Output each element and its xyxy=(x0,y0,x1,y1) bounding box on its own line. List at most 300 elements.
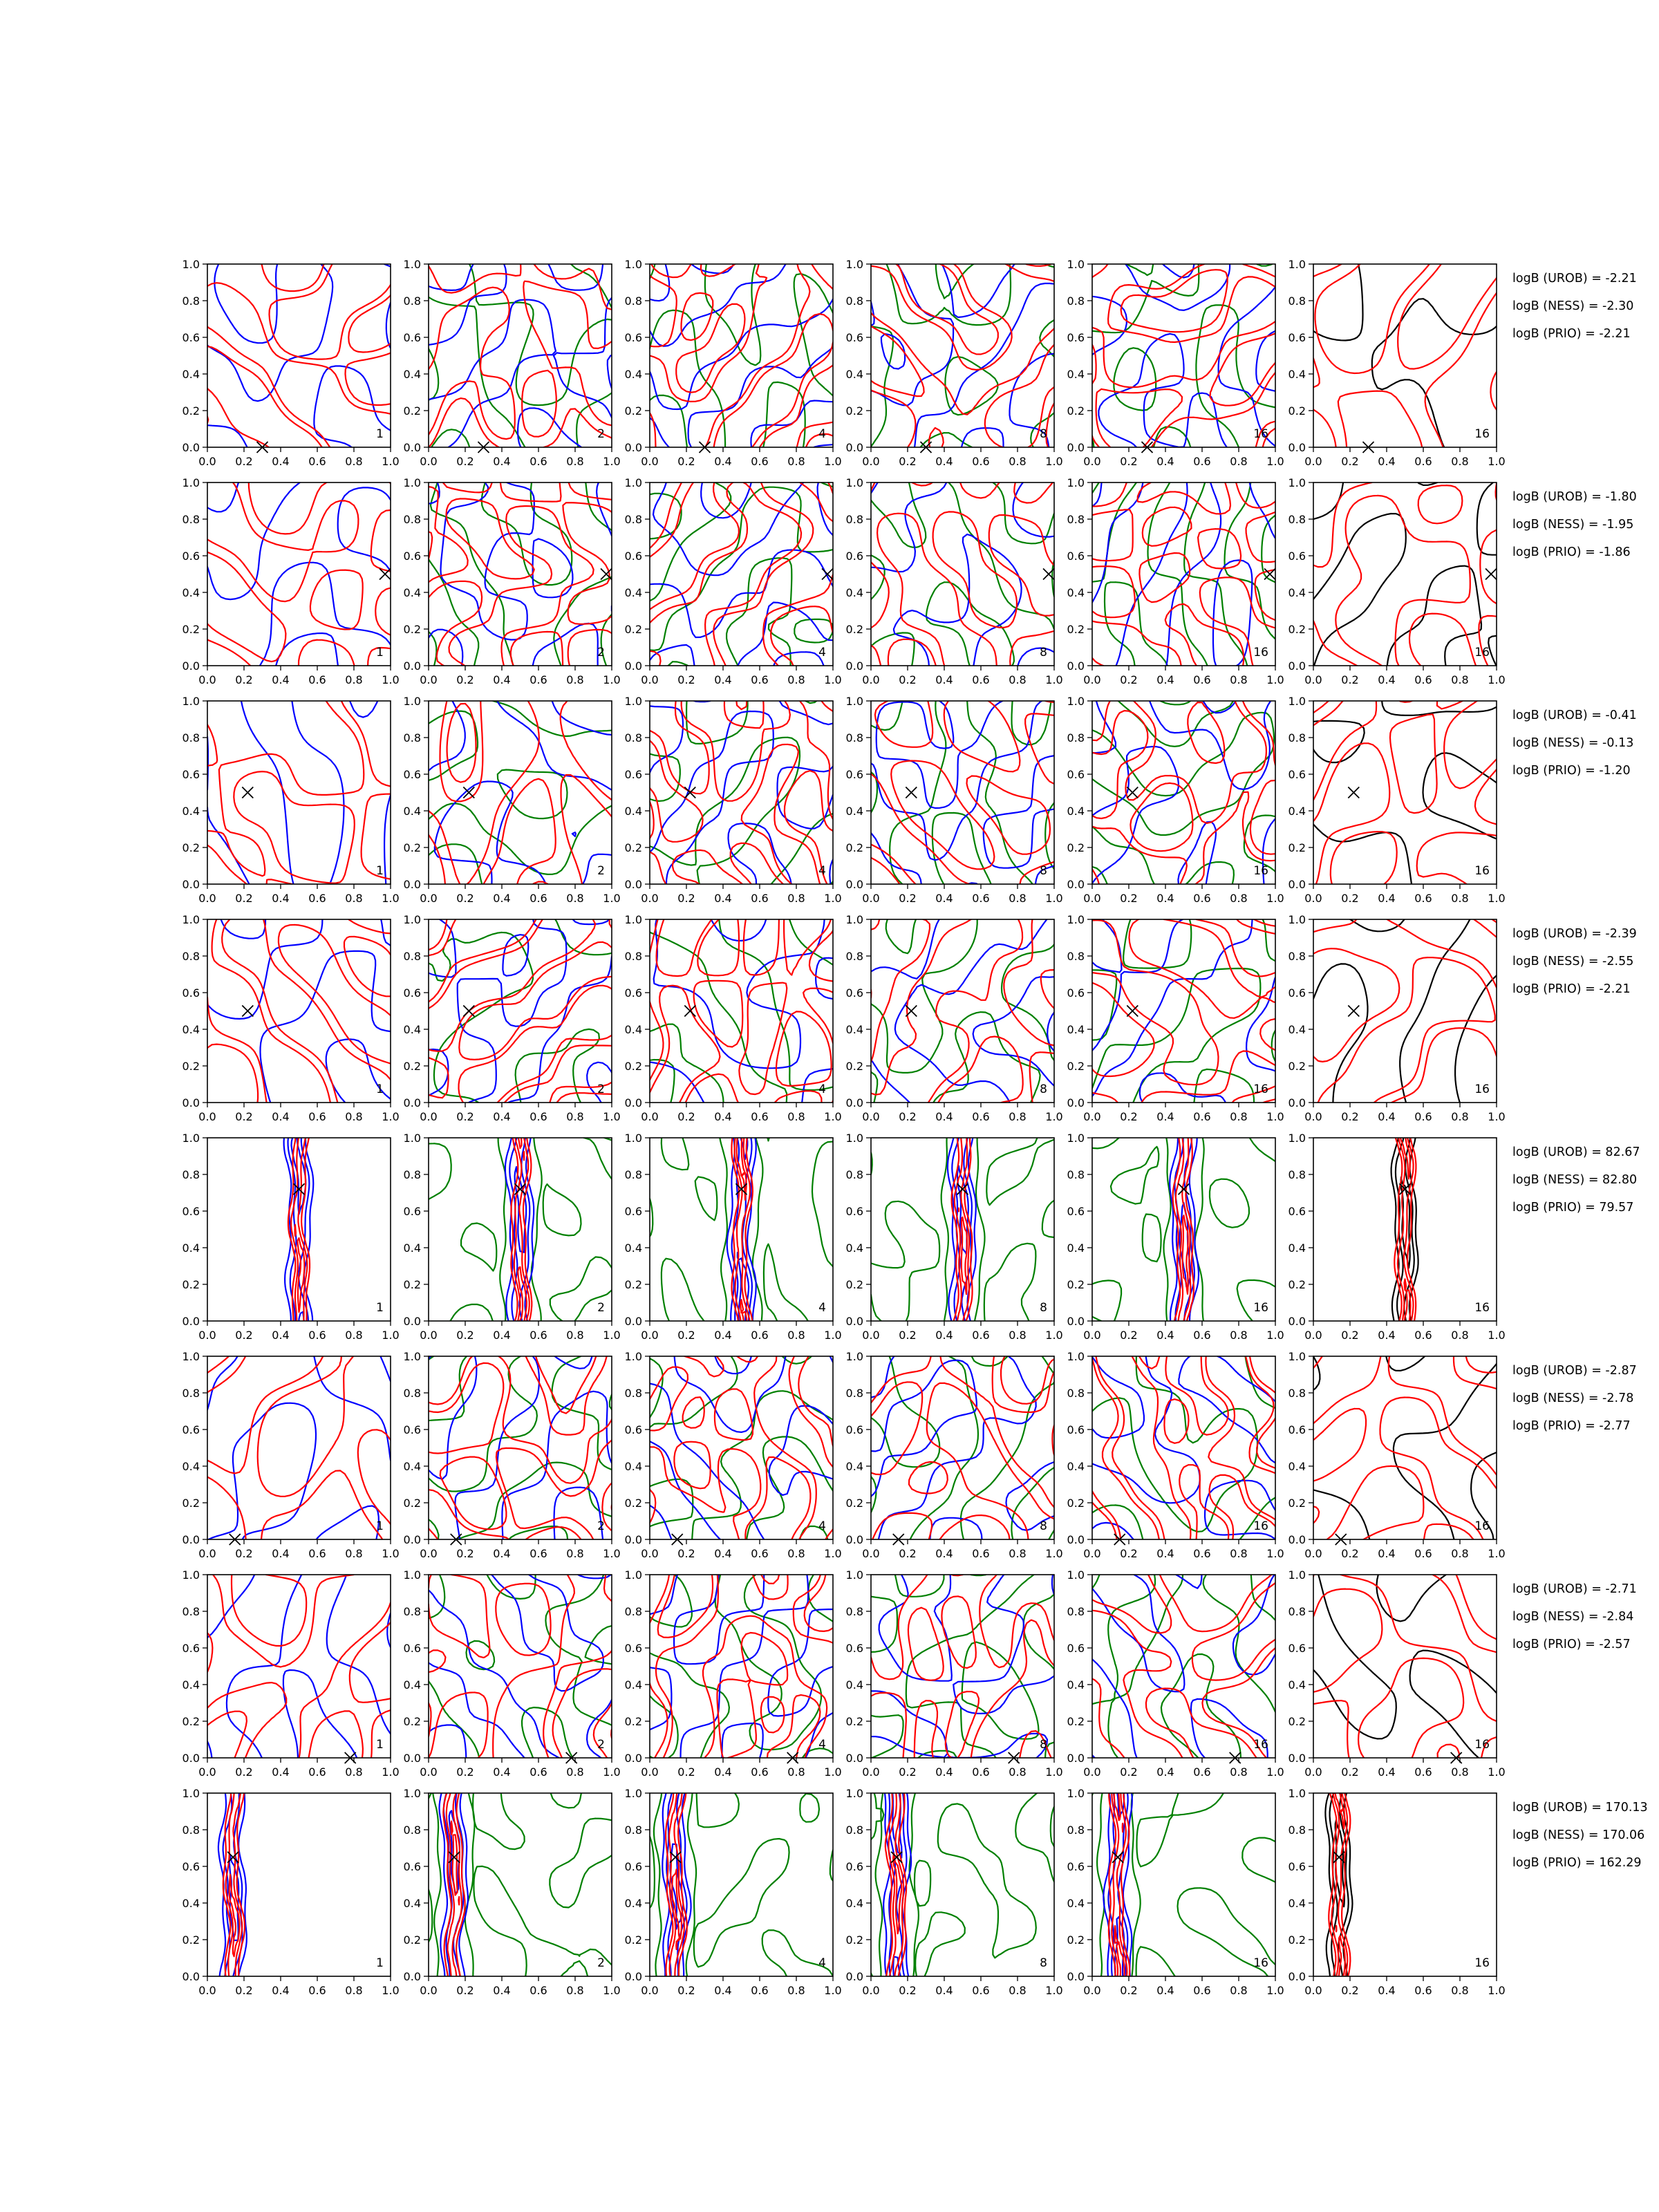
true-parameter-marker xyxy=(1348,1006,1359,1017)
panel-sample-label: 16 xyxy=(1474,427,1490,441)
x-tick-label: 1.0 xyxy=(1045,673,1063,686)
contour-lines xyxy=(207,1575,391,1758)
axes-frame xyxy=(1092,264,1275,447)
y-tick-label: 1.0 xyxy=(845,476,863,489)
y-tick-label: 0.8 xyxy=(845,294,863,308)
y-tick-label: 0.8 xyxy=(182,1168,200,1181)
x-tick-label: 0.0 xyxy=(862,1765,880,1779)
red-contour xyxy=(1313,919,1497,1103)
y-tick-label: 0.8 xyxy=(624,1168,642,1181)
contour-lines xyxy=(1313,264,1497,447)
x-tick-label: 0.2 xyxy=(1341,1765,1359,1779)
panel-sample-label: 16 xyxy=(1474,1738,1490,1752)
y-tick-label: 1.0 xyxy=(1067,476,1085,489)
y-tick-label: 0.6 xyxy=(182,768,200,781)
x-tick-label: 0.8 xyxy=(1230,1765,1248,1779)
blue-contour xyxy=(1092,1575,1275,1758)
x-tick-label: 0.2 xyxy=(235,1110,253,1123)
x-tick-label: 0.2 xyxy=(1120,1765,1138,1779)
x-tick-label: 1.0 xyxy=(1266,673,1284,686)
y-tick-label: 1.0 xyxy=(845,1568,863,1582)
x-tick-label: 0.0 xyxy=(641,1110,659,1123)
y-tick-label: 0.8 xyxy=(845,1824,863,1837)
x-tick-label: 0.0 xyxy=(862,892,880,905)
y-tick-label: 0.0 xyxy=(624,1970,642,1983)
y-tick-label: 1.0 xyxy=(1288,1568,1306,1582)
contour-lines xyxy=(1313,701,1497,884)
x-tick-label: 0.2 xyxy=(677,455,695,468)
contour-lines xyxy=(871,701,1054,884)
x-tick-label: 0.8 xyxy=(1230,673,1248,686)
y-tick-label: 0.6 xyxy=(1067,1423,1085,1436)
x-tick-label: 0.6 xyxy=(529,1110,547,1123)
x-tick-label: 0.8 xyxy=(345,1329,363,1342)
panel-sample-label: 2 xyxy=(597,427,605,441)
x-tick-label: 1.0 xyxy=(382,1984,400,1997)
y-tick-label: 0.6 xyxy=(403,1423,421,1436)
x-tick-label: 0.8 xyxy=(566,1329,584,1342)
x-tick-label: 0.8 xyxy=(345,455,363,468)
y-tick-label: 0.2 xyxy=(1067,1715,1085,1728)
x-tick-label: 0.0 xyxy=(641,1547,659,1560)
y-tick-label: 1.0 xyxy=(1067,1787,1085,1800)
y-tick-label: 0.8 xyxy=(1067,731,1085,744)
panel-sample-label: 16 xyxy=(1474,1082,1490,1096)
x-tick-label: 0.8 xyxy=(345,1110,363,1123)
y-tick-label: 1.0 xyxy=(182,476,200,489)
y-tick-label: 0.0 xyxy=(624,1533,642,1546)
y-tick-label: 0.8 xyxy=(182,950,200,963)
y-tick-label: 0.0 xyxy=(403,441,421,454)
true-parameter-marker xyxy=(463,1006,474,1017)
x-tick-label: 0.4 xyxy=(935,1110,953,1123)
x-tick-label: 0.4 xyxy=(272,892,290,905)
x-tick-label: 0.4 xyxy=(493,1110,511,1123)
x-tick-label: 0.4 xyxy=(714,1110,732,1123)
x-tick-label: 0.4 xyxy=(714,1547,732,1560)
y-tick-label: 0.6 xyxy=(403,986,421,1000)
y-tick-label: 0.4 xyxy=(182,1460,200,1473)
x-tick-label: 1.0 xyxy=(1045,1329,1063,1342)
contour-lines xyxy=(284,1138,314,1321)
panel-sample-label: 16 xyxy=(1474,1956,1490,1970)
x-tick-label: 0.2 xyxy=(235,1765,253,1779)
y-tick-label: 0.4 xyxy=(403,586,421,599)
x-tick-label: 1.0 xyxy=(1488,455,1506,468)
y-tick-label: 0.8 xyxy=(1067,1824,1085,1837)
x-tick-label: 0.0 xyxy=(198,1984,216,1997)
contour-lines xyxy=(871,1793,1054,1976)
y-tick-label: 0.4 xyxy=(845,1460,863,1473)
y-tick-label: 0.4 xyxy=(1067,586,1085,599)
y-tick-label: 0.4 xyxy=(624,1678,642,1691)
y-tick-label: 0.8 xyxy=(182,1387,200,1400)
x-tick-label: 0.2 xyxy=(1120,673,1138,686)
contour-lines xyxy=(871,1575,1054,1758)
x-tick-label: 0.4 xyxy=(714,673,732,686)
logb-text: logB (UROB) = 170.13 xyxy=(1512,1801,1648,1815)
y-tick-label: 0.8 xyxy=(403,513,421,526)
y-tick-label: 0.6 xyxy=(182,331,200,344)
panel-sample-label: 16 xyxy=(1253,864,1268,878)
y-tick-label: 0.6 xyxy=(182,550,200,563)
contour-lines xyxy=(650,482,833,666)
y-tick-label: 0.2 xyxy=(403,623,421,636)
x-tick-label: 0.2 xyxy=(456,1765,474,1779)
y-tick-label: 0.6 xyxy=(845,1205,863,1218)
panel-sample-label: 2 xyxy=(597,1301,605,1315)
panel-r6-c3 xyxy=(625,1350,842,1560)
logb-annotations-row-7 xyxy=(1512,1582,1637,1651)
y-tick-label: 0.4 xyxy=(1288,1023,1306,1036)
x-tick-label: 0.0 xyxy=(1083,1765,1101,1779)
logb-text: logB (NESS) = 170.06 xyxy=(1512,1828,1645,1842)
red-contour xyxy=(650,1356,833,1539)
x-tick-label: 1.0 xyxy=(382,673,400,686)
panel-r4-c6 xyxy=(1288,913,1506,1123)
y-tick-label: 0.6 xyxy=(403,331,421,344)
y-tick-label: 0.4 xyxy=(182,805,200,818)
green-contour xyxy=(650,1575,833,1758)
y-tick-label: 0.6 xyxy=(403,1860,421,1873)
blue-contour xyxy=(1092,264,1275,447)
red-contour xyxy=(1092,1575,1275,1758)
contour-lines xyxy=(429,1793,612,1976)
x-tick-label: 0.8 xyxy=(1009,1329,1027,1342)
axes-frame xyxy=(207,482,391,666)
y-tick-label: 0.6 xyxy=(845,768,863,781)
red-contour xyxy=(429,482,612,666)
y-tick-label: 0.6 xyxy=(624,1423,642,1436)
contour-lines xyxy=(650,1138,833,1321)
x-tick-label: 0.4 xyxy=(1378,1329,1396,1342)
y-tick-label: 0.6 xyxy=(182,1860,200,1873)
contour-lines xyxy=(1092,264,1275,447)
contour-lines xyxy=(207,482,391,666)
y-tick-label: 0.2 xyxy=(1288,1715,1306,1728)
y-tick-label: 1.0 xyxy=(1288,913,1306,926)
y-tick-label: 0.6 xyxy=(182,1423,200,1436)
y-tick-label: 0.4 xyxy=(1067,1241,1085,1255)
y-tick-label: 0.8 xyxy=(845,1168,863,1181)
y-tick-label: 0.4 xyxy=(182,586,200,599)
red-contour xyxy=(207,482,391,666)
y-tick-label: 0.6 xyxy=(1288,1205,1306,1218)
y-tick-label: 0.8 xyxy=(624,513,642,526)
logb-text: logB (NESS) = -0.13 xyxy=(1512,736,1634,750)
y-tick-label: 0.4 xyxy=(845,1241,863,1255)
red-contour xyxy=(207,919,391,1103)
y-tick-label: 1.0 xyxy=(624,1350,642,1363)
x-tick-label: 0.6 xyxy=(972,892,990,905)
y-tick-label: 0.4 xyxy=(182,1023,200,1036)
panel-r2-c6 xyxy=(1288,476,1506,686)
logb-text: logB (PRIO) = 162.29 xyxy=(1512,1856,1642,1870)
panel-r2-c2 xyxy=(404,476,621,686)
x-tick-label: 0.2 xyxy=(899,892,917,905)
x-tick-label: 1.0 xyxy=(382,455,400,468)
x-tick-label: 0.4 xyxy=(714,1765,732,1779)
x-tick-label: 0.6 xyxy=(308,892,326,905)
x-tick-label: 0.6 xyxy=(308,1329,326,1342)
y-tick-label: 0.6 xyxy=(624,986,642,1000)
y-tick-label: 0.8 xyxy=(1288,1168,1306,1181)
x-tick-label: 0.8 xyxy=(1230,892,1248,905)
blue-contour xyxy=(429,1356,612,1539)
y-tick-label: 0.6 xyxy=(403,550,421,563)
y-tick-label: 0.0 xyxy=(182,1970,200,1983)
contour-lines xyxy=(429,701,612,884)
y-tick-label: 1.0 xyxy=(1288,1350,1306,1363)
logb-text: logB (UROB) = -2.71 xyxy=(1512,1582,1637,1596)
x-tick-label: 0.2 xyxy=(235,673,253,686)
panel-r1-c1 xyxy=(182,258,400,468)
y-tick-label: 0.8 xyxy=(1067,1387,1085,1400)
panel-sample-label: 1 xyxy=(376,864,384,878)
x-tick-label: 0.0 xyxy=(641,1765,659,1779)
panel-r8-c2 xyxy=(404,1787,621,1997)
true-parameter-marker xyxy=(242,787,253,798)
x-tick-label: 0.0 xyxy=(1083,1984,1101,1997)
y-tick-label: 1.0 xyxy=(624,1787,642,1800)
y-tick-label: 0.0 xyxy=(845,1970,863,1983)
panel-sample-label: 4 xyxy=(818,1519,826,1533)
panel-sample-label: 16 xyxy=(1253,1519,1268,1533)
y-tick-label: 0.0 xyxy=(182,1096,200,1109)
panel-r7-c4 xyxy=(846,1568,1063,1779)
y-tick-label: 0.6 xyxy=(1288,1642,1306,1655)
x-tick-label: 1.0 xyxy=(1045,1765,1063,1779)
y-tick-label: 0.0 xyxy=(403,1533,421,1546)
x-tick-label: 0.2 xyxy=(456,673,474,686)
x-tick-label: 0.4 xyxy=(493,1984,511,1997)
y-tick-label: 0.8 xyxy=(1288,513,1306,526)
x-tick-label: 0.8 xyxy=(345,1765,363,1779)
y-tick-label: 0.6 xyxy=(845,550,863,563)
y-tick-label: 0.2 xyxy=(182,1933,200,1947)
panel-sample-label: 1 xyxy=(376,427,384,441)
panel-r8-c6 xyxy=(1288,1787,1506,1997)
axes-frame xyxy=(1092,1575,1275,1758)
x-tick-label: 0.2 xyxy=(1120,1110,1138,1123)
x-tick-label: 0.4 xyxy=(493,1329,511,1342)
panel-r6-c5 xyxy=(1067,1350,1284,1560)
x-tick-label: 0.8 xyxy=(787,1765,805,1779)
y-tick-label: 0.6 xyxy=(845,986,863,1000)
y-tick-label: 0.2 xyxy=(624,623,642,636)
panel-r5-c5 xyxy=(1067,1132,1284,1342)
y-tick-label: 0.4 xyxy=(403,1241,421,1255)
x-tick-label: 0.2 xyxy=(235,1547,253,1560)
x-tick-label: 0.2 xyxy=(456,1984,474,1997)
y-tick-label: 0.0 xyxy=(1067,659,1085,673)
true-parameter-marker xyxy=(601,569,612,580)
y-tick-label: 1.0 xyxy=(624,1132,642,1145)
x-tick-label: 0.4 xyxy=(1378,1547,1396,1560)
panel-sample-label: 16 xyxy=(1253,646,1268,659)
green-contour xyxy=(1092,1575,1275,1758)
y-tick-label: 1.0 xyxy=(403,258,421,271)
x-tick-label: 0.0 xyxy=(1083,892,1101,905)
x-tick-label: 1.0 xyxy=(824,892,842,905)
y-tick-label: 0.2 xyxy=(403,841,421,854)
y-tick-label: 0.0 xyxy=(1067,878,1085,891)
panel-r2-c4 xyxy=(846,476,1063,686)
y-tick-label: 0.4 xyxy=(1288,805,1306,818)
y-tick-label: 0.8 xyxy=(403,731,421,744)
red-contour xyxy=(1092,264,1275,447)
x-tick-label: 0.2 xyxy=(1120,892,1138,905)
x-tick-label: 0.6 xyxy=(972,1765,990,1779)
logb-annotations-row-2 xyxy=(1512,490,1637,559)
x-tick-label: 0.6 xyxy=(308,1984,326,1997)
y-tick-label: 0.2 xyxy=(1288,1060,1306,1073)
panel-r7-c3 xyxy=(625,1568,842,1779)
y-tick-label: 1.0 xyxy=(845,1787,863,1800)
panel-r3-c4 xyxy=(846,695,1063,905)
x-tick-label: 0.0 xyxy=(198,1547,216,1560)
y-tick-label: 0.8 xyxy=(624,1387,642,1400)
contour-lines xyxy=(871,1356,1054,1539)
y-tick-label: 0.4 xyxy=(403,805,421,818)
y-tick-label: 0.0 xyxy=(182,659,200,673)
y-tick-label: 0.2 xyxy=(845,841,863,854)
x-tick-label: 0.6 xyxy=(1414,892,1432,905)
x-tick-label: 0.2 xyxy=(899,1329,917,1342)
red-contour xyxy=(1092,1356,1275,1539)
y-tick-label: 0.6 xyxy=(1288,1860,1306,1873)
x-tick-label: 0.4 xyxy=(1378,673,1396,686)
contour-lines xyxy=(207,264,391,447)
x-tick-label: 0.8 xyxy=(787,1329,805,1342)
y-tick-label: 1.0 xyxy=(182,1350,200,1363)
y-tick-label: 0.6 xyxy=(624,331,642,344)
panel-sample-label: 16 xyxy=(1253,1738,1268,1752)
x-tick-label: 0.4 xyxy=(493,455,511,468)
x-tick-label: 0.8 xyxy=(787,1984,805,1997)
y-tick-label: 1.0 xyxy=(403,1350,421,1363)
y-tick-label: 1.0 xyxy=(624,913,642,926)
y-tick-label: 0.0 xyxy=(624,441,642,454)
y-tick-label: 0.8 xyxy=(403,1168,421,1181)
blue-contour xyxy=(207,1575,391,1758)
y-tick-label: 0.2 xyxy=(1067,1497,1085,1510)
y-tick-label: 0.6 xyxy=(403,768,421,781)
y-tick-label: 0.4 xyxy=(1067,1897,1085,1910)
black-contour xyxy=(1313,919,1497,1103)
y-tick-label: 0.6 xyxy=(1288,986,1306,1000)
x-tick-label: 0.6 xyxy=(751,673,769,686)
x-tick-label: 1.0 xyxy=(824,1110,842,1123)
panel-sample-label: 4 xyxy=(818,1301,826,1315)
true-parameter-marker xyxy=(1127,787,1138,798)
x-tick-label: 0.0 xyxy=(198,1765,216,1779)
x-tick-label: 0.0 xyxy=(198,1110,216,1123)
x-tick-label: 0.2 xyxy=(677,1329,695,1342)
x-tick-label: 0.4 xyxy=(272,1110,290,1123)
green-contour xyxy=(429,1575,612,1758)
x-tick-label: 0.0 xyxy=(862,1329,880,1342)
y-tick-label: 0.6 xyxy=(1067,1205,1085,1218)
x-tick-label: 0.2 xyxy=(235,892,253,905)
x-tick-label: 1.0 xyxy=(382,1110,400,1123)
x-tick-label: 0.8 xyxy=(1451,1547,1469,1560)
y-tick-label: 0.0 xyxy=(1067,1096,1085,1109)
x-tick-label: 1.0 xyxy=(603,673,621,686)
x-tick-label: 0.2 xyxy=(1341,1110,1359,1123)
logb-text: logB (PRIO) = -2.77 xyxy=(1512,1419,1631,1433)
x-tick-label: 0.2 xyxy=(899,1547,917,1560)
y-tick-label: 0.6 xyxy=(1288,768,1306,781)
y-tick-label: 0.4 xyxy=(624,1897,642,1910)
true-parameter-marker xyxy=(242,1006,253,1017)
y-tick-label: 0.4 xyxy=(845,1897,863,1910)
contour-lines xyxy=(650,1575,833,1758)
x-tick-label: 0.2 xyxy=(1120,1329,1138,1342)
x-tick-label: 0.2 xyxy=(899,1984,917,1997)
y-tick-label: 0.4 xyxy=(845,368,863,381)
y-tick-label: 0.2 xyxy=(624,1497,642,1510)
y-tick-label: 0.0 xyxy=(182,878,200,891)
panel-sample-label: 8 xyxy=(1040,427,1047,441)
y-tick-label: 0.2 xyxy=(1288,404,1306,418)
y-tick-label: 0.2 xyxy=(845,1715,863,1728)
y-tick-label: 0.0 xyxy=(1067,441,1085,454)
x-tick-label: 0.0 xyxy=(641,1329,659,1342)
y-tick-label: 0.8 xyxy=(182,731,200,744)
y-tick-label: 0.0 xyxy=(845,1533,863,1546)
x-tick-label: 0.0 xyxy=(1304,673,1322,686)
panel-sample-label: 2 xyxy=(597,1738,605,1752)
y-tick-label: 1.0 xyxy=(182,695,200,708)
x-tick-label: 0.4 xyxy=(1378,455,1396,468)
panel-r5-c4 xyxy=(846,1132,1063,1342)
red-contour xyxy=(207,264,391,447)
x-tick-label: 0.0 xyxy=(1083,455,1101,468)
logb-text: logB (UROB) = -2.87 xyxy=(1512,1364,1637,1378)
y-tick-label: 0.2 xyxy=(1288,1278,1306,1291)
y-tick-label: 0.2 xyxy=(403,1278,421,1291)
x-tick-label: 0.4 xyxy=(493,892,511,905)
panel-r6-c1 xyxy=(182,1350,400,1560)
y-tick-label: 1.0 xyxy=(182,1132,200,1145)
y-tick-label: 0.0 xyxy=(403,878,421,891)
x-tick-label: 0.8 xyxy=(1451,1984,1469,1997)
x-tick-label: 1.0 xyxy=(382,892,400,905)
y-tick-label: 0.2 xyxy=(1288,623,1306,636)
red-contour xyxy=(207,482,391,666)
x-tick-label: 0.4 xyxy=(493,673,511,686)
true-parameter-marker xyxy=(1485,569,1497,580)
y-tick-label: 0.4 xyxy=(624,1241,642,1255)
y-tick-label: 0.0 xyxy=(624,1096,642,1109)
panel-r3-c1 xyxy=(182,695,400,905)
logb-text: logB (PRIO) = -1.86 xyxy=(1512,545,1631,559)
y-tick-label: 1.0 xyxy=(624,258,642,271)
blue-contour xyxy=(650,482,833,666)
contour-lines xyxy=(207,701,391,884)
y-tick-label: 1.0 xyxy=(1288,476,1306,489)
x-tick-label: 0.6 xyxy=(1414,1765,1432,1779)
x-tick-label: 0.8 xyxy=(345,1984,363,1997)
panel-r4-c3 xyxy=(625,913,842,1123)
y-tick-label: 0.2 xyxy=(845,404,863,418)
contour-lines xyxy=(871,1138,1054,1321)
panel-sample-label: 16 xyxy=(1474,1519,1490,1533)
logb-annotations-row-3 xyxy=(1512,709,1637,778)
y-tick-label: 0.0 xyxy=(403,1752,421,1765)
red-contour xyxy=(1313,919,1497,1103)
